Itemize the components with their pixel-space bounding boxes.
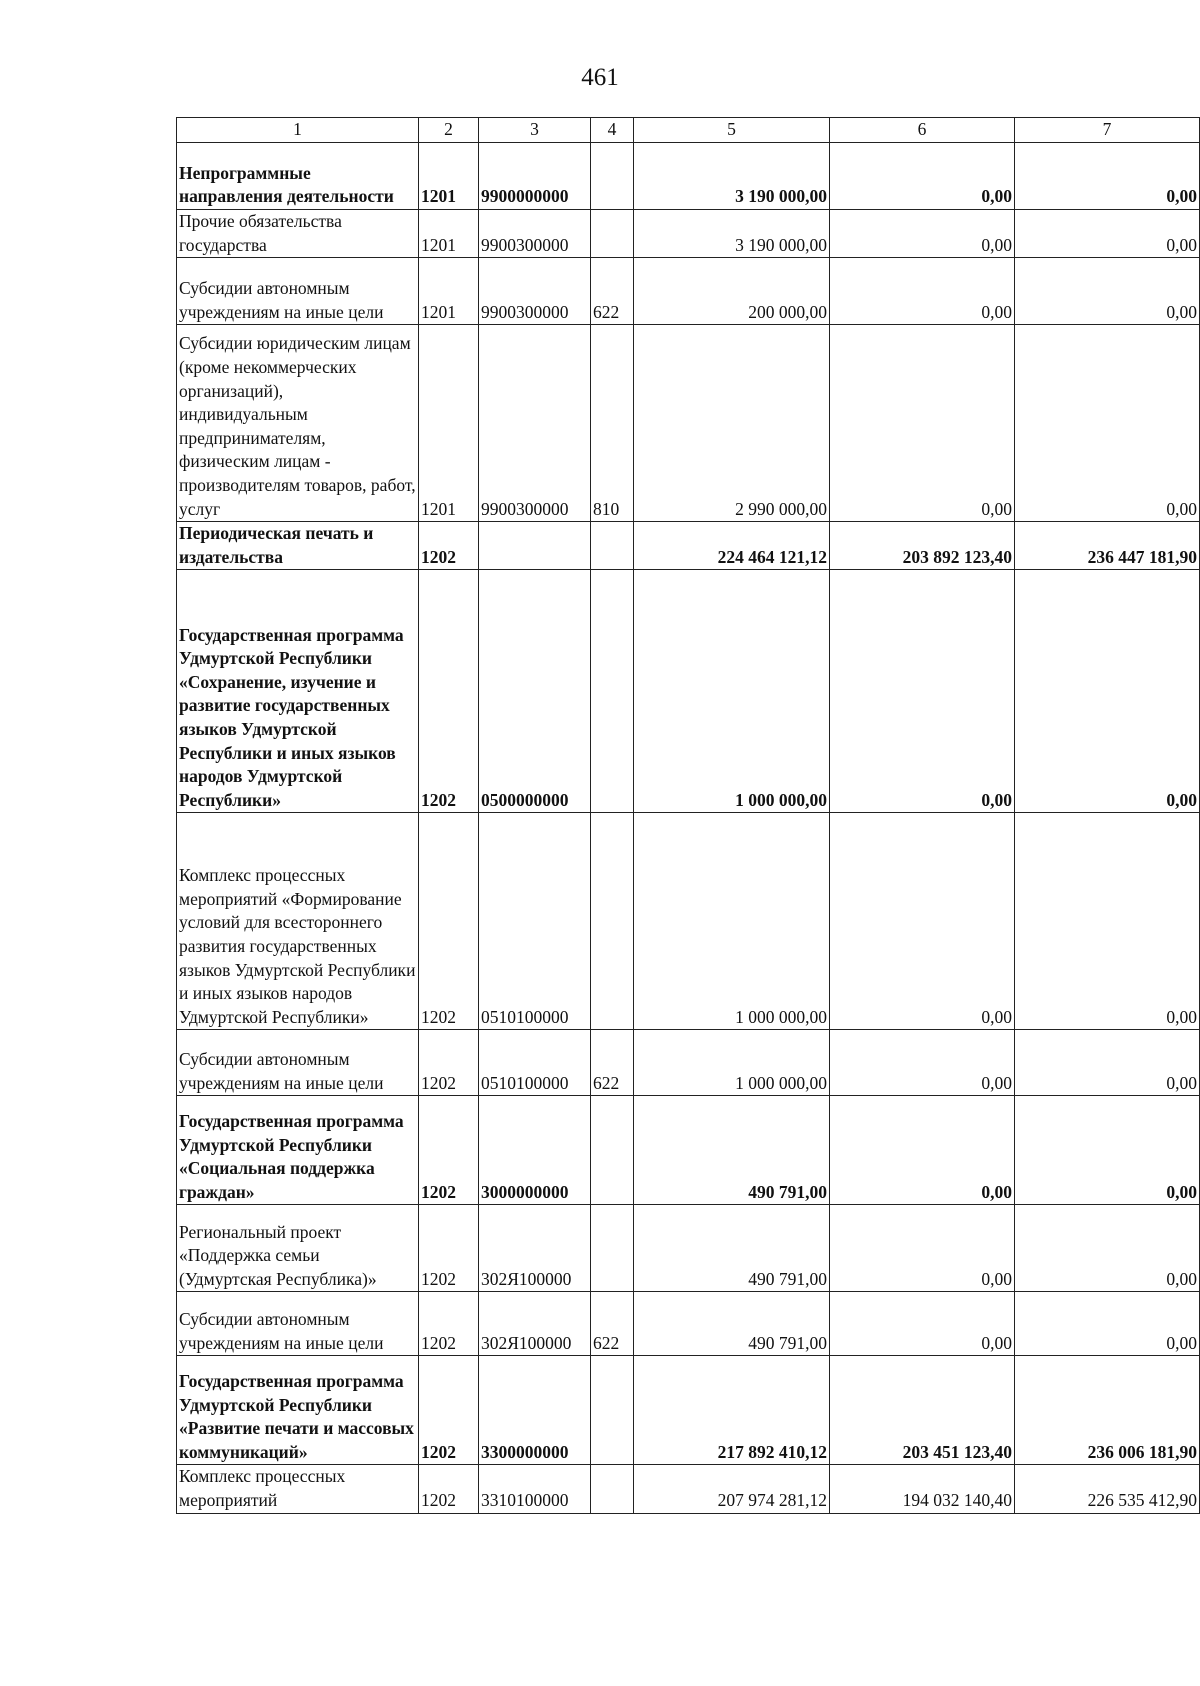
table-row <box>177 258 1200 325</box>
column-header-3: 3 <box>479 118 591 143</box>
item-name-cell: Субсидии автономным учреждениям на иные цели <box>177 1292 419 1356</box>
amount-col7-cell: 0,00 <box>1015 258 1200 325</box>
amount-col5-cell: 3 190 000,00 <box>634 210 830 258</box>
item-name-cell: Периодическая печать и издательства <box>177 522 419 570</box>
amount-col6-cell: 0,00 <box>830 325 1015 522</box>
item-name-cell: Региональный проект «Поддержка семьи (Удмуртская Республика)» <box>177 1205 419 1292</box>
amount-col6-cell: 0,00 <box>830 143 1015 210</box>
section-code-cell: 1202 <box>419 1356 479 1465</box>
amount-col6-cell: 203 892 123,40 <box>830 522 1015 570</box>
section-code-cell: 1202 <box>419 570 479 813</box>
section-code-cell: 1202 <box>419 1465 479 1513</box>
expense-type-cell <box>591 210 634 258</box>
target-article-cell: 302Я100000 <box>479 1292 591 1356</box>
page-number: 461 <box>581 64 619 91</box>
item-name-cell: Комплекс процессных мероприятий <box>177 1465 419 1513</box>
expense-type-cell: 622 <box>591 1292 634 1356</box>
section-code-cell: 1202 <box>419 813 479 1030</box>
amount-col5-cell: 1 000 000,00 <box>634 1030 830 1096</box>
target-article-cell: 302Я100000 <box>479 1205 591 1292</box>
amount-col5-cell: 224 464 121,12 <box>634 522 830 570</box>
table-row <box>177 1292 1200 1356</box>
section-code-cell: 1202 <box>419 1096 479 1205</box>
amount-col5-cell: 1 000 000,00 <box>634 570 830 813</box>
amount-col5-cell: 1 000 000,00 <box>634 813 830 1030</box>
target-article-cell: 0510100000 <box>479 813 591 1030</box>
amount-col6-cell: 0,00 <box>830 813 1015 1030</box>
table-row <box>177 210 1200 258</box>
expense-type-cell <box>591 813 634 1030</box>
amount-col7-cell: 0,00 <box>1015 570 1200 813</box>
expense-type-cell <box>591 1465 634 1513</box>
table-row <box>177 1096 1200 1205</box>
table-row <box>177 1465 1200 1513</box>
column-header-1: 1 <box>177 118 419 143</box>
item-name-cell: Субсидии автономным учреждениям на иные цели <box>177 258 419 325</box>
section-code-cell: 1202 <box>419 1030 479 1096</box>
table-row <box>177 813 1200 1030</box>
column-header-7: 7 <box>1015 118 1200 143</box>
amount-col6-cell: 0,00 <box>830 1096 1015 1205</box>
column-header-4: 4 <box>591 118 634 143</box>
amount-col6-cell: 203 451 123,40 <box>830 1356 1015 1465</box>
column-header-5: 5 <box>634 118 830 143</box>
table-row <box>177 1356 1200 1465</box>
section-code-cell: 1201 <box>419 143 479 210</box>
amount-col6-cell: 0,00 <box>830 1030 1015 1096</box>
amount-col5-cell: 207 974 281,12 <box>634 1465 830 1513</box>
item-name-cell: Прочие обязательства государства <box>177 210 419 258</box>
amount-col7-cell: 0,00 <box>1015 1292 1200 1356</box>
table-row <box>177 325 1200 522</box>
target-article-cell: 9900000000 <box>479 143 591 210</box>
amount-col5-cell: 490 791,00 <box>634 1096 830 1205</box>
amount-col7-cell: 0,00 <box>1015 143 1200 210</box>
target-article-cell: 9900300000 <box>479 325 591 522</box>
amount-col7-cell: 0,00 <box>1015 1205 1200 1292</box>
amount-col5-cell: 3 190 000,00 <box>634 143 830 210</box>
table-row <box>177 1030 1200 1096</box>
target-article-cell: 9900300000 <box>479 210 591 258</box>
amount-col5-cell: 217 892 410,12 <box>634 1356 830 1465</box>
section-code-cell: 1201 <box>419 210 479 258</box>
budget-table <box>176 117 1200 1514</box>
amount-col7-cell: 0,00 <box>1015 813 1200 1030</box>
expense-type-cell: 622 <box>591 258 634 325</box>
item-name-cell: Комплекс процессных мероприятий «Формирование условий для всестороннего развития государственных языков Удмуртской Республики и иных языков народов Удмуртской Республики» <box>177 813 419 1030</box>
column-header-2: 2 <box>419 118 479 143</box>
target-article-cell: 0500000000 <box>479 570 591 813</box>
section-code-cell: 1201 <box>419 258 479 325</box>
item-name-cell: Государственная программа Удмуртской Республики «Сохранение, изучение и развитие государственных языков Удмуртской Республики и иных языков народов Удмуртской Республики» <box>177 570 419 813</box>
amount-col6-cell: 194 032 140,40 <box>830 1465 1015 1513</box>
item-name-cell: Государственная программа Удмуртской Республики «Социальная поддержка граждан» <box>177 1096 419 1205</box>
amount-col7-cell: 236 006 181,90 <box>1015 1356 1200 1465</box>
amount-col7-cell: 0,00 <box>1015 325 1200 522</box>
amount-col5-cell: 200 000,00 <box>634 258 830 325</box>
table-row <box>177 143 1200 210</box>
column-header-6: 6 <box>830 118 1015 143</box>
section-code-cell: 1202 <box>419 1205 479 1292</box>
expense-type-cell <box>591 1205 634 1292</box>
amount-col5-cell: 490 791,00 <box>634 1292 830 1356</box>
expense-type-cell <box>591 1356 634 1465</box>
section-code-cell: 1202 <box>419 1292 479 1356</box>
target-article-cell: 3000000000 <box>479 1096 591 1205</box>
amount-col6-cell: 0,00 <box>830 210 1015 258</box>
target-article-cell: 0510100000 <box>479 1030 591 1096</box>
expense-type-cell <box>591 1096 634 1205</box>
section-code-cell: 1201 <box>419 325 479 522</box>
table-row <box>177 1205 1200 1292</box>
expense-type-cell: 810 <box>591 325 634 522</box>
expense-type-cell <box>591 570 634 813</box>
item-name-cell: Непрограммные направления деятельности <box>177 143 419 210</box>
section-code-cell: 1202 <box>419 522 479 570</box>
amount-col7-cell: 0,00 <box>1015 1030 1200 1096</box>
amount-col7-cell: 0,00 <box>1015 1096 1200 1205</box>
amount-col7-cell: 0,00 <box>1015 210 1200 258</box>
amount-col7-cell: 226 535 412,90 <box>1015 1465 1200 1513</box>
item-name-cell: Субсидии автономным учреждениям на иные цели <box>177 1030 419 1096</box>
target-article-cell: 3310100000 <box>479 1465 591 1513</box>
amount-col5-cell: 2 990 000,00 <box>634 325 830 522</box>
target-article-cell: 9900300000 <box>479 258 591 325</box>
amount-col6-cell: 0,00 <box>830 570 1015 813</box>
table-row <box>177 570 1200 813</box>
target-article-cell: 3300000000 <box>479 1356 591 1465</box>
amount-col6-cell: 0,00 <box>830 1292 1015 1356</box>
expense-type-cell <box>591 522 634 570</box>
header-row <box>177 118 1200 143</box>
table-row <box>177 522 1200 570</box>
item-name-cell: Государственная программа Удмуртской Республики «Развитие печати и массовых коммуникаций» <box>177 1356 419 1465</box>
amount-col6-cell: 0,00 <box>830 1205 1015 1292</box>
amount-col7-cell: 236 447 181,90 <box>1015 522 1200 570</box>
amount-col6-cell: 0,00 <box>830 258 1015 325</box>
amount-col5-cell: 490 791,00 <box>634 1205 830 1292</box>
item-name-cell: Субсидии юридическим лицам (кроме некоммерческих организаций), индивидуальным предпринимателям, физическим лицам - производителям товаров, работ, услуг <box>177 325 419 522</box>
expense-type-cell: 622 <box>591 1030 634 1096</box>
expense-type-cell <box>591 143 634 210</box>
target-article-cell <box>479 522 591 570</box>
